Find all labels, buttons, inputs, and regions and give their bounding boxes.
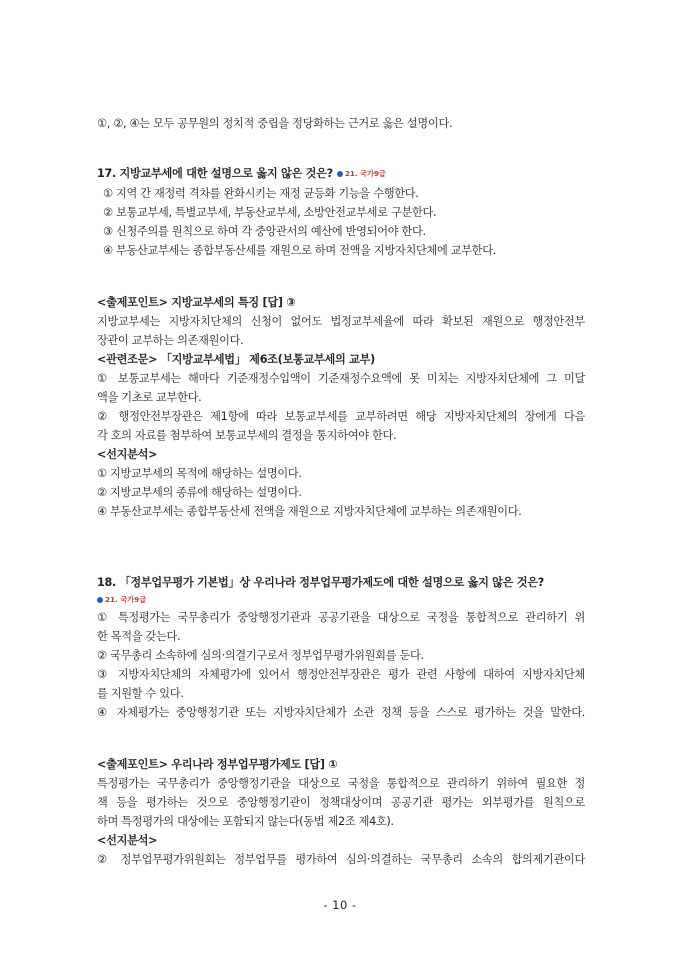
q18-option-3: ③ 지방자치단체의 자체평가에 있어서 행정안전부장관은 평가 관련 사항에 대하여 지방자치단체 — [97, 668, 585, 681]
exam-tag-bullet-icon — [97, 597, 103, 603]
exp17-analysis-3: ④ 부동산교부세는 종합부동산세 전액을 재원으로 지방자치단체에 교부하는 의존재원이다. — [97, 505, 522, 518]
exp17-law-4: 각 호의 자료를 첨부하여 보통교부세의 결정을 통지하여야 한다. — [97, 429, 397, 442]
page-number: - 10 - — [323, 898, 357, 912]
q18-option-1: ① 특정평가는 국무총리가 중앙행정기관과 공공기관을 대상으로 국정을 통합적으로 관리하기 위 — [97, 611, 585, 624]
q18-exam-tag — [97, 591, 146, 609]
exp18-analysis-heading: <선지분석> — [97, 834, 158, 847]
exp17-heading: <출제포인트> 지방교부세의 특징 [답] ③ — [97, 296, 296, 309]
exp18-heading: <출제포인트> 우리나라 정부업무평가제도 [답] ① — [97, 758, 338, 771]
q17-option-1: ① 지역 간 재정력 격차를 완화시키는 재정 균등화 기능을 수행한다. — [103, 187, 419, 200]
q17-exam-tag — [337, 165, 386, 183]
exp17-law-3: ② 행정안전부장관은 제1항에 따라 보통교부세를 교부하려면 해당 지방자치단체의 장에게 다음 — [97, 410, 585, 423]
exp17-law-2: 액을 기초로 교부한다. — [97, 391, 202, 404]
q18-tag-text: 21. 국가9급 — [105, 595, 147, 604]
exp17-analysis-1: ① 지방교부세의 목적에 해당하는 설명이다. — [97, 467, 302, 480]
exp17-analysis-2: ② 지방교부세의 종류에 해당하는 설명이다. — [97, 486, 302, 499]
q18-title: 18. 「정부업무평가 기본법」상 우리나라 정부업무평가제도에 대한 설명으로 옳지 않은 것은? — [97, 576, 544, 589]
q18-tag-row — [97, 591, 585, 609]
exp18-body-2: 책 등을 평가하는 것으로 중앙행정기관이 정책대상이며 공공기관 평가는 외부평가를 원칙으로 — [97, 796, 585, 809]
exp17-body-1: 지방교부세는 지방자치단체의 신청이 없어도 법정교부세율에 따라 확보된 재원으로 행정안전부 — [97, 315, 585, 328]
exp17-analysis-heading: <선지분석> — [97, 448, 158, 461]
q18-option-3-cont: 를 지원할 수 있다. — [97, 687, 184, 700]
q17-option-2: ② 보통교부세, 특별교부세, 부동산교부세, 소방안전교부세로 구분한다. — [103, 206, 437, 219]
q17-option-4: ④ 부동산교부세는 종합부동산세를 재원으로 하며 전액을 지방자치단체에 교부한다. — [103, 244, 497, 257]
intro-text: ①, ②, ④는 모두 공무원의 정치적 중립을 정당화하는 근거로 옳은 설명이다. — [97, 117, 453, 130]
q18-option-1-cont: 한 목적을 갖는다. — [97, 630, 181, 643]
exp18-body-3: 하며 특정평가의 대상에는 포함되지 않는다(동법 제2조 제4호). — [97, 815, 394, 828]
exp18-body-1: 특정평가는 국무총리가 중앙행정기관을 대상으로 국정을 통합적으로 관리하기 위하여 필요한 정 — [97, 777, 585, 790]
q17-title-row — [97, 165, 585, 183]
q17-tag-text: 21. 국가9급 — [344, 169, 386, 178]
exp17-law-1: ① 보통교부세는 해마다 기준재정수입액이 기준재정수요액에 못 미치는 지방자치단체에 그 미달 — [97, 372, 585, 385]
q17-option-3: ③ 신청주의를 원칙으로 하며 각 중앙관서의 예산에 반영되어야 한다. — [103, 225, 426, 238]
exp17-body-2: 장관이 교부하는 의존재원이다. — [97, 334, 244, 347]
q18-option-4: ④ 자체평가는 중앙행정기관 또는 지방자치단체가 소관 정책 등을 스스로 평가하는 것을 말한다. — [97, 706, 585, 719]
q17-title: 17. 지방교부세에 대한 설명으로 옳지 않은 것은? — [97, 167, 333, 180]
exp18-analysis-1: ② 정부업무평가위원회는 정부업무를 평가하여 심의·의결하는 국무총리 소속의 합의제기관이다 — [97, 853, 585, 866]
q18-option-2: ② 국무총리 소속하에 심의·의결기구로서 정부업무평가위원회를 둔다. — [97, 649, 424, 662]
exam-tag-bullet-icon — [337, 171, 343, 177]
exp17-law-heading: <관련조문> 「지방교부세법」 제6조(보통교부세의 교부) — [97, 353, 375, 366]
